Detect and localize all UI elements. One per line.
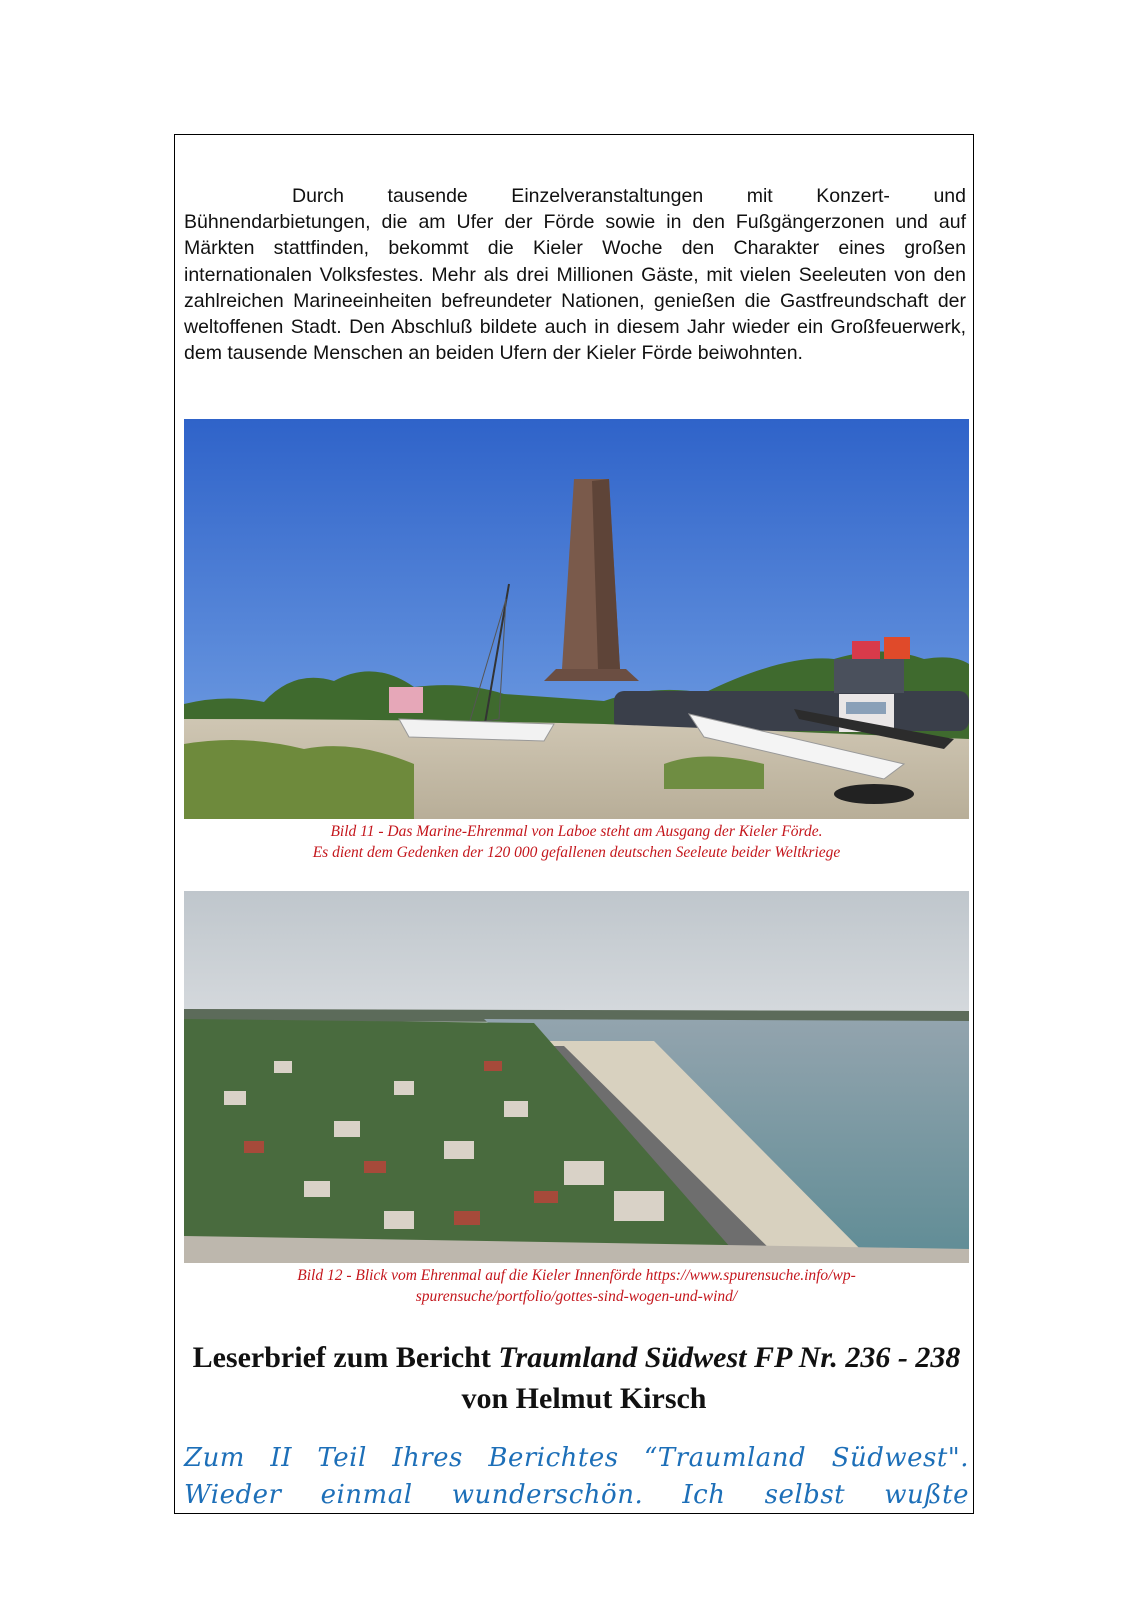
figure1-caption	[184, 821, 969, 863]
intro-paragraph: Durch tausende Einzelveranstaltungen mit Konzert- und Bühnendarbietungen, die am Ufer der Förde sowie in den Fußgängerzonen und auf Märkten stattfinden, bekommt die Kieler Woche den Charakter eines großen internationalen Volksfestes. Mehr als drei Millionen Gäste, mit vielen Seeleuten von den zahlreichen Marineeinheiten befreundeter Nationen, genießen die Gastfreundschaft der weltoffenen Stadt. Den Abschluß bildete auch in diesem Jahr wieder ein Großfeuerwerk, dem tausende Menschen an beiden Ufern der Kieler Förde beiwohnten.	[184, 185, 966, 365]
figure2-caption-line1: Bild 12 - Blick vom Ehrenmal auf die Kieler Innenförde https://www.spurensuche.info/wp-	[297, 1267, 856, 1284]
figure2-caption	[184, 1265, 969, 1307]
letter-heading	[184, 1337, 969, 1419]
heading-report-title: Traumland Südwest FP Nr. 236 - 238	[498, 1341, 961, 1374]
photo-marine-memorial	[184, 419, 969, 819]
photo-kiel-fjord-view	[184, 891, 969, 1263]
figure1-caption-line1: Bild 11 - Das Marine-Ehrenmal von Laboe steht am Ausgang der Kieler Förde.	[330, 823, 823, 840]
handwritten-letter-text: Zum II Teil Ihres Berichtes “Traumland Südwest". Wieder einmal wunderschön. Ich selbst wußte	[184, 1443, 969, 1510]
heading-author: von Helmut Kirsch	[446, 1382, 707, 1415]
heading-prefix: Leserbrief zum Bericht	[192, 1341, 499, 1374]
figure2-caption-line2: spurensuche/portfolio/gottes-sind-wogen-und-wind/	[415, 1288, 738, 1305]
figure1-caption-line2: Es dient dem Gedenken der 120 000 gefallenen deutschen Seeleute beider Weltkriege	[312, 844, 841, 861]
